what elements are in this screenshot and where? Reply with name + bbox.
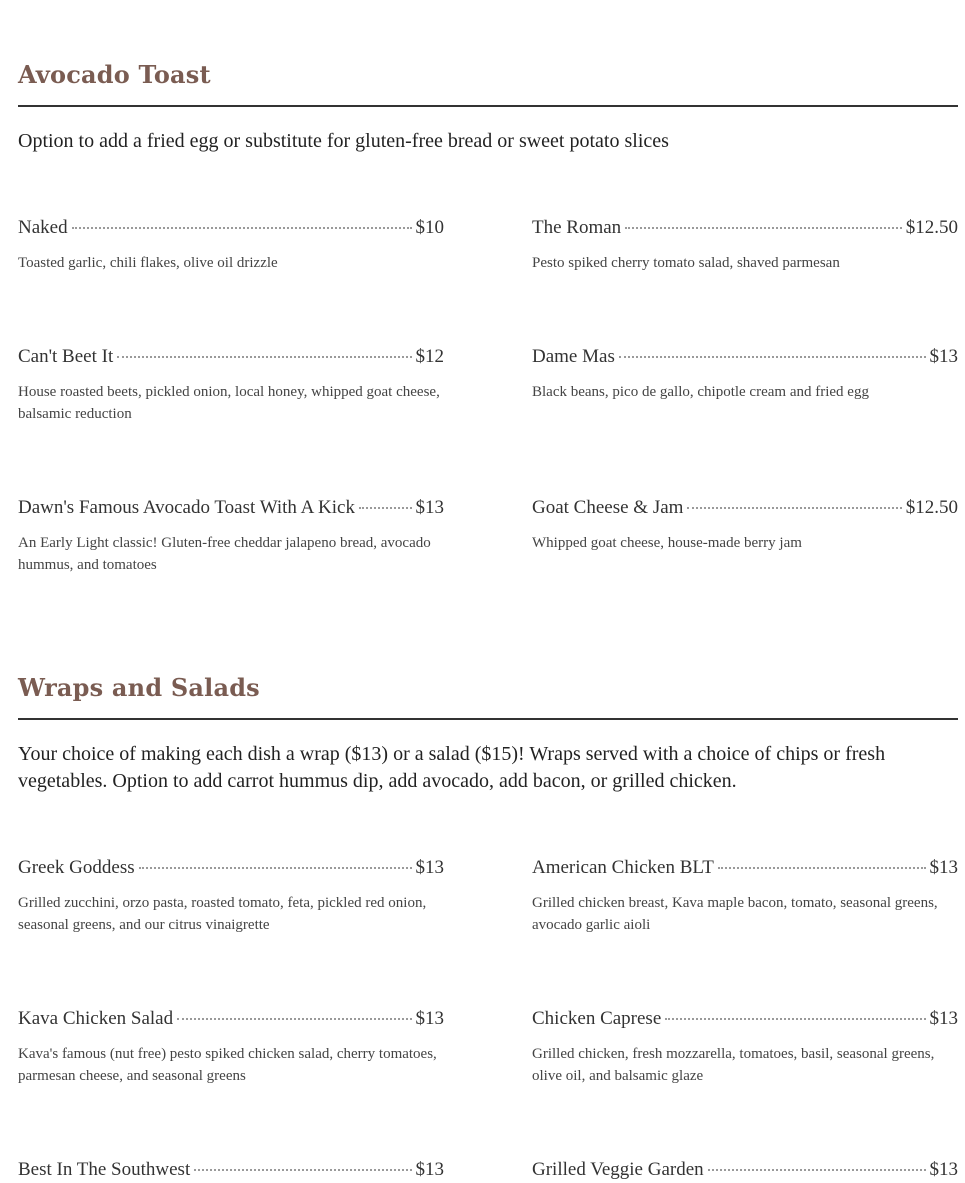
dot-leader xyxy=(708,1169,926,1171)
item-price: $13 xyxy=(929,1159,958,1180)
section-title-avocado-toast: Avocado Toast xyxy=(18,60,211,89)
menu-item xyxy=(18,345,444,425)
dot-leader xyxy=(625,227,902,229)
item-price: $13 xyxy=(929,1008,958,1029)
menu-item xyxy=(532,856,958,936)
item-name: Greek Goddess xyxy=(18,857,135,878)
dot-leader xyxy=(177,1018,411,1020)
item-description: Whipped goat cheese, house-made berry jam xyxy=(532,535,802,551)
item-name: Goat Cheese & Jam xyxy=(532,497,684,518)
item-description: Grilled chicken, fresh mozzarella, tomatoes, basil, seasonal greens, olive oil, and balsamic glaze xyxy=(532,1046,935,1084)
section-intro: Your choice of making each dish a wrap ($13) or a salad ($15)! Wraps served with a choice of chips or fresh vegetables. Option to add carrot hummus dip, add avocado, add bacon, or grilled chicken. xyxy=(18,743,886,792)
dot-leader xyxy=(359,507,412,509)
menu-item xyxy=(18,856,444,936)
item-description: Toasted garlic, chili flakes, olive oil drizzle xyxy=(18,255,278,271)
item-name: Chicken Caprese xyxy=(532,1008,662,1029)
menu-item xyxy=(18,216,444,274)
item-name: American Chicken BLT xyxy=(532,857,714,878)
dot-leader xyxy=(72,227,412,229)
dot-leader xyxy=(117,356,411,358)
item-description: House roasted beets, pickled onion, local honey, whipped goat cheese, balsamic reduction xyxy=(18,384,440,422)
item-price: $12.50 xyxy=(905,217,958,238)
menu-item xyxy=(532,1158,958,1182)
item-description: Grilled zucchini, orzo pasta, roasted tomato, feta, pickled red onion, seasonal greens, and our citrus vinaigrette xyxy=(18,895,427,933)
menu-item xyxy=(18,1158,444,1182)
dot-leader xyxy=(139,867,412,869)
item-price: $13 xyxy=(415,1008,444,1029)
item-price: $12 xyxy=(415,346,444,367)
item-name: Grilled Veggie Garden xyxy=(532,1159,704,1180)
item-name: Kava Chicken Salad xyxy=(18,1008,174,1029)
item-price: $13 xyxy=(415,857,444,878)
item-description: An Early Light classic! Gluten-free cheddar jalapeno bread, avocado hummus, and tomatoes xyxy=(18,535,431,573)
section-divider xyxy=(18,105,958,107)
dot-leader xyxy=(718,867,926,869)
dot-leader xyxy=(619,356,926,358)
menu-item xyxy=(532,1007,958,1087)
item-name: Best In The Southwest xyxy=(18,1159,191,1180)
item-description: Kava's famous (nut free) pesto spiked chicken salad, cherry tomatoes, parmesan cheese, and seasonal greens xyxy=(18,1046,437,1084)
item-price: $12.50 xyxy=(905,497,958,518)
menu-item xyxy=(532,345,958,403)
item-name: Can't Beet It xyxy=(18,346,114,367)
item-price: $10 xyxy=(415,217,444,238)
item-name: Dame Mas xyxy=(532,346,615,367)
item-price: $13 xyxy=(415,497,444,518)
item-price: $13 xyxy=(415,1159,444,1180)
menu-item xyxy=(18,496,444,576)
section-title-wraps-and-salads: Wraps and Salads xyxy=(18,673,260,702)
item-price: $13 xyxy=(929,346,958,367)
dot-leader xyxy=(194,1169,411,1171)
menu-item xyxy=(532,496,958,554)
dot-leader xyxy=(687,507,901,509)
menu-item xyxy=(18,1007,444,1087)
item-price: $13 xyxy=(929,857,958,878)
item-name: Naked xyxy=(18,217,68,238)
menu-item xyxy=(532,216,958,274)
item-description: Grilled chicken breast, Kava maple bacon, tomato, seasonal greens, avocado garlic aioli xyxy=(532,895,938,933)
item-description: Black beans, pico de gallo, chipotle cream and fried egg xyxy=(532,384,869,400)
section-intro: Option to add a fried egg or substitute for gluten-free bread or sweet potato slices xyxy=(18,130,669,152)
section-divider xyxy=(18,718,958,720)
dot-leader xyxy=(665,1018,925,1020)
item-name: The Roman xyxy=(532,217,622,238)
item-description: Pesto spiked cherry tomato salad, shaved parmesan xyxy=(532,255,840,271)
item-name: Dawn's Famous Avocado Toast With A Kick xyxy=(18,497,355,518)
